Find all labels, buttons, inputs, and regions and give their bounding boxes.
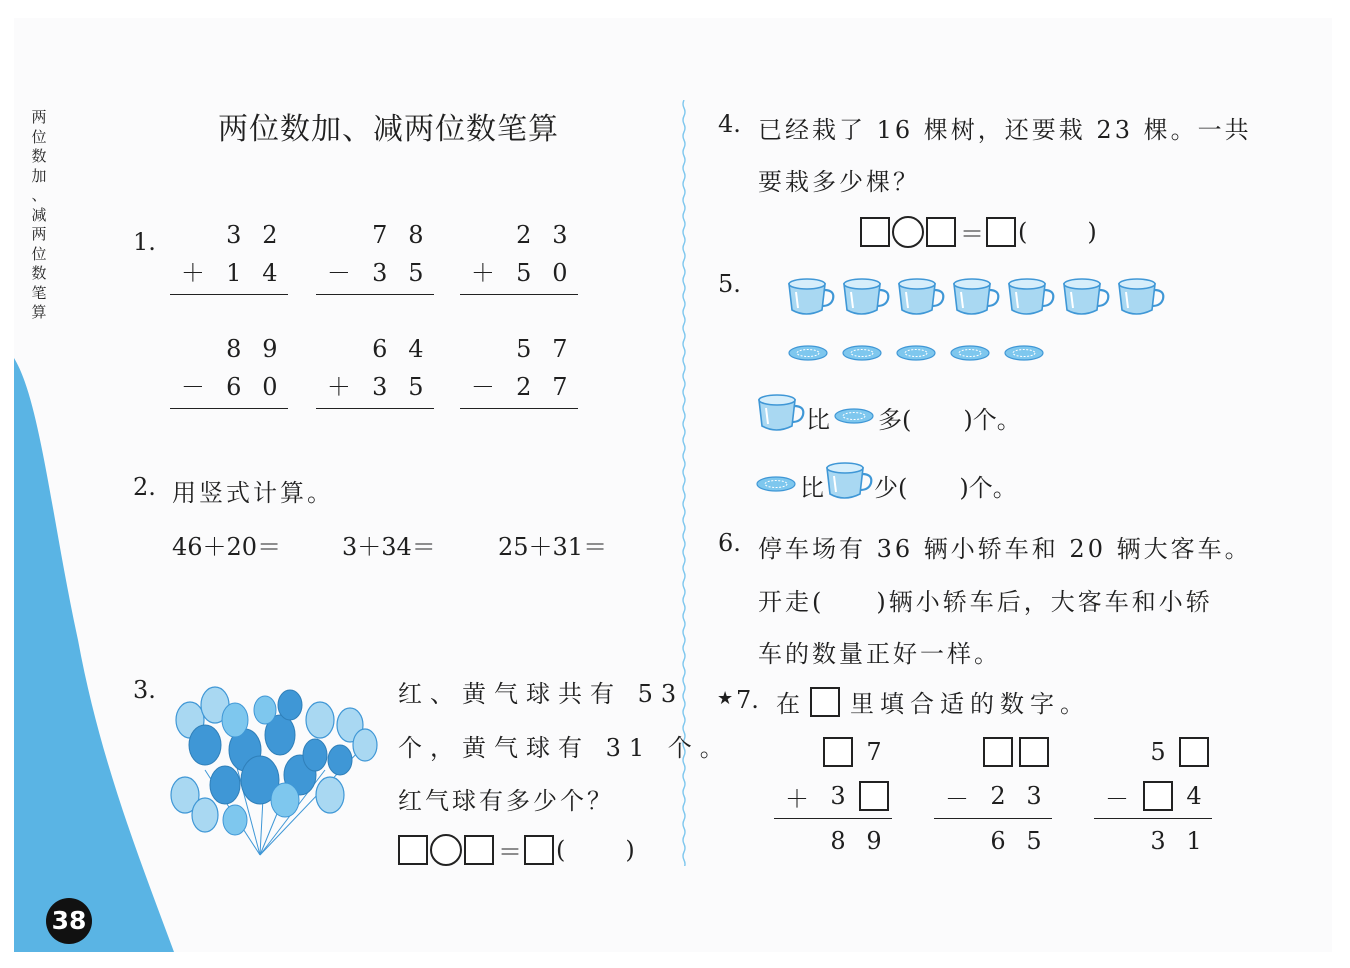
saucer-icon bbox=[788, 344, 828, 366]
digit: 2 bbox=[516, 221, 532, 249]
sum-line bbox=[460, 408, 578, 409]
unit-paren-open: ( bbox=[556, 835, 566, 864]
vertical-problem bbox=[316, 330, 434, 409]
answer-box[interactable] bbox=[524, 835, 554, 865]
q3-number: 3. bbox=[133, 676, 156, 704]
q1-number: 1. bbox=[133, 228, 156, 256]
q7-number: 7. bbox=[736, 686, 759, 714]
page-number: 38 bbox=[46, 898, 92, 944]
q4-number: 4. bbox=[718, 110, 741, 138]
q3-text-line-3: 红气球有多少个？ bbox=[398, 787, 614, 815]
digit-box[interactable] bbox=[1143, 781, 1173, 811]
cup-icon bbox=[756, 392, 806, 442]
digit-box[interactable] bbox=[1179, 737, 1209, 767]
q4-text-line-1: 已经栽了 16 棵树，还要栽 23 棵。一共 bbox=[758, 116, 1252, 144]
vertical-problem bbox=[316, 216, 434, 295]
unit-paren-open: ( bbox=[1018, 217, 1028, 246]
q7-instruction bbox=[776, 684, 1090, 719]
saucer-icon bbox=[834, 403, 874, 431]
saucers-row bbox=[788, 344, 1044, 366]
q3-text-line-1: 红、黄气球共有 53 bbox=[398, 680, 685, 708]
q5-bi-1: 比 bbox=[806, 405, 830, 434]
q2-instruction: 用竖式计算。 bbox=[172, 479, 334, 507]
q4-answer-formula: ＝ ( ) bbox=[860, 214, 1099, 249]
operator: － bbox=[945, 784, 969, 813]
q3-answer-formula: ＝ ( ) bbox=[398, 832, 637, 867]
digit: 2 bbox=[262, 221, 278, 249]
q6-text-line-1: 停车场有 36 辆小轿车和 20 辆大客车。 bbox=[758, 535, 1252, 563]
q6-number: 6. bbox=[718, 529, 741, 557]
saucer-icon bbox=[896, 344, 936, 366]
digit: 7 bbox=[866, 738, 882, 766]
q6-line-2-start: 开走( bbox=[758, 588, 825, 616]
answer-box[interactable] bbox=[926, 217, 956, 247]
answer-box[interactable] bbox=[464, 835, 494, 865]
digit: 3 bbox=[226, 221, 242, 249]
digit-slot[interactable] bbox=[1176, 737, 1212, 767]
saucer-icon bbox=[842, 344, 882, 366]
q5-line-2 bbox=[756, 460, 1017, 510]
q2-number: 2. bbox=[133, 473, 156, 501]
operator: － bbox=[470, 373, 495, 401]
digit-slot[interactable] bbox=[1140, 781, 1176, 811]
answer-box[interactable] bbox=[860, 217, 890, 247]
operator: － bbox=[1105, 784, 1129, 813]
q4-text-line-2: 要栽多少棵？ bbox=[758, 168, 920, 196]
vertical-problem bbox=[170, 216, 288, 295]
fill-problem bbox=[774, 730, 892, 863]
q3-text-line-2: 个，黄气球有 31 个。 bbox=[398, 734, 732, 762]
operator-circle[interactable] bbox=[892, 216, 924, 248]
cup-icon bbox=[824, 460, 874, 510]
q5-more-label: 多( bbox=[878, 405, 912, 434]
cup-icon bbox=[841, 276, 891, 324]
operator: － bbox=[326, 259, 351, 287]
digit-box[interactable] bbox=[983, 737, 1013, 767]
saucer-icon bbox=[756, 471, 796, 499]
cups-row bbox=[786, 276, 1166, 324]
answer-box[interactable] bbox=[398, 835, 428, 865]
sum-line bbox=[170, 294, 288, 295]
fill-problem bbox=[1094, 730, 1212, 863]
digit: 2 bbox=[516, 373, 532, 401]
q5-number: 5. bbox=[718, 270, 741, 298]
digit: 8 bbox=[830, 827, 846, 855]
q2-expr-3: 25＋31＝ bbox=[498, 533, 608, 561]
digit: 5 bbox=[516, 259, 532, 287]
digit: 0 bbox=[552, 259, 568, 287]
q2-expr-2: 3＋34＝ bbox=[342, 533, 436, 561]
digit: 8 bbox=[408, 221, 424, 249]
sum-line bbox=[460, 294, 578, 295]
digit: 4 bbox=[262, 259, 278, 287]
cup-icon bbox=[786, 276, 836, 324]
digit-slot[interactable] bbox=[980, 737, 1016, 767]
vertical-problem bbox=[460, 330, 578, 409]
digit: 9 bbox=[866, 827, 882, 855]
digit: 0 bbox=[262, 373, 278, 401]
q6-line-2-end: )辆小轿车后，大客车和小轿 bbox=[876, 588, 1213, 616]
cup-icon bbox=[951, 276, 1001, 324]
balloons-image bbox=[165, 680, 385, 860]
digit: 3 bbox=[830, 782, 846, 810]
cup-icon bbox=[1116, 276, 1166, 324]
digit: 4 bbox=[1186, 782, 1202, 810]
operator: ＋ bbox=[180, 259, 205, 287]
q6-text-line-3: 车的数量正好一样。 bbox=[758, 640, 1001, 668]
digit-box[interactable] bbox=[859, 781, 889, 811]
q7-prefix: 在 bbox=[776, 690, 806, 718]
digit: 3 bbox=[552, 221, 568, 249]
cup-icon bbox=[1006, 276, 1056, 324]
digit-box[interactable] bbox=[1019, 737, 1049, 767]
operator: ＋ bbox=[326, 373, 351, 401]
digit: 3 bbox=[1026, 782, 1042, 810]
q6-text-line-2 bbox=[758, 582, 1213, 617]
digit: 5 bbox=[1150, 738, 1166, 766]
digit: 1 bbox=[226, 259, 242, 287]
operator: ＋ bbox=[785, 784, 809, 813]
digit: 7 bbox=[372, 221, 388, 249]
digit: 5 bbox=[408, 373, 424, 401]
q7-suffix: 里填合适的数字。 bbox=[850, 690, 1090, 718]
digit: 7 bbox=[552, 373, 568, 401]
unit-paren-close: ) bbox=[1087, 217, 1097, 246]
side-title: 两 位 数 加 、 减 两 位 数 笔 算 bbox=[31, 108, 47, 321]
digit: 5 bbox=[408, 259, 424, 287]
digit: 8 bbox=[226, 335, 242, 363]
vertical-problem bbox=[460, 216, 578, 295]
digit-box[interactable] bbox=[823, 737, 853, 767]
digit: 1 bbox=[1186, 827, 1202, 855]
sum-line bbox=[170, 408, 288, 409]
q5-unit-1: )个。 bbox=[963, 405, 1021, 434]
vertical-problem bbox=[170, 330, 288, 409]
page-title: 两位数加、减两位数笔算 bbox=[218, 112, 559, 147]
saucer-icon bbox=[1004, 344, 1044, 366]
saucer-icon bbox=[950, 344, 990, 366]
cup-icon bbox=[1061, 276, 1111, 324]
digit: 6 bbox=[226, 373, 242, 401]
digit: 5 bbox=[516, 335, 532, 363]
q5-less-label: 少( bbox=[874, 473, 908, 502]
digit-slot[interactable] bbox=[1016, 737, 1052, 767]
sample-box bbox=[810, 687, 840, 717]
digit-slot[interactable] bbox=[820, 737, 856, 767]
operator-circle[interactable] bbox=[430, 834, 462, 866]
digit-slot[interactable] bbox=[856, 781, 892, 811]
operator: － bbox=[180, 373, 205, 401]
digit: 5 bbox=[1026, 827, 1042, 855]
operator: ＋ bbox=[470, 259, 495, 287]
q5-bi-2: 比 bbox=[800, 473, 824, 502]
digit: 4 bbox=[408, 335, 424, 363]
digit: 2 bbox=[990, 782, 1006, 810]
q5-line-1 bbox=[756, 392, 1021, 442]
digit: 7 bbox=[552, 335, 568, 363]
digit: 3 bbox=[372, 259, 388, 287]
answer-box[interactable] bbox=[986, 217, 1016, 247]
digit: 3 bbox=[372, 373, 388, 401]
digit: 9 bbox=[262, 335, 278, 363]
star-icon: ★ bbox=[717, 688, 734, 709]
digit: 6 bbox=[372, 335, 388, 363]
sum-line bbox=[316, 294, 434, 295]
fill-problem bbox=[934, 730, 1052, 863]
digit: 3 bbox=[1150, 827, 1166, 855]
digit: 6 bbox=[990, 827, 1006, 855]
q2-expr-1: 46＋20＝ bbox=[172, 533, 282, 561]
q5-unit-2: )个。 bbox=[959, 473, 1017, 502]
cup-icon bbox=[896, 276, 946, 324]
sum-line bbox=[316, 408, 434, 409]
unit-paren-close: ) bbox=[625, 835, 635, 864]
